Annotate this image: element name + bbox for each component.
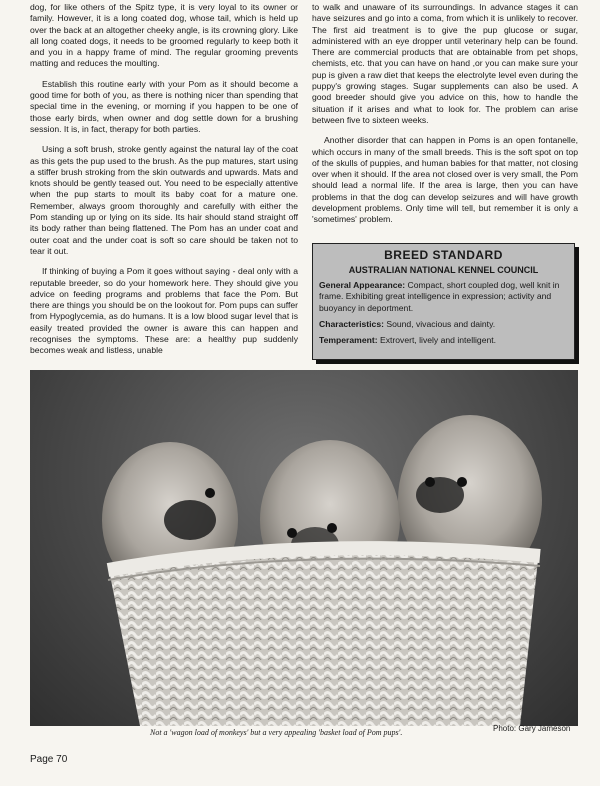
general-appearance	[319, 280, 568, 314]
breed-standard-subtitle: AUSTRALIAN NATIONAL KENNEL COUNCIL	[348, 265, 539, 275]
temperament	[319, 335, 568, 346]
general-appearance-label: General Appearance:	[319, 280, 406, 291]
temperament-text: Extrovert, lively and intelligent.	[377, 335, 497, 346]
paragraph: dog, for like others of the Spitz type, it is very loyal to its owner or family. However, it is a long coated dog, whose tail, which is held up over the back at an altogether cheeky angle, is its crowning glory. Like all long coated dogs, it needs to be groomed regularly to keep both it and you in a happy frame of mind. The regular grooming prevents matting and reduces the moulting.	[30, 2, 298, 69]
characteristics-label: Characteristics:	[319, 318, 384, 329]
characteristics-text: Sound, vivacious and dainty.	[383, 318, 496, 329]
paragraph: Establish this routine early with your Pom as it should become a good time for both of you, as there is nothing nicer than spending that special time in the evening, or morning if you happen to be one of those early birds, when owner and dog settle down for a brushing session. It is, in fact, therapy for both parties.	[30, 78, 298, 134]
paragraph: Using a soft brush, stroke gently against the natural lay of the coat as this gets the pup used to the brush. As the pup matures, start using a stiffer brush stroking from the skin outwards and upwards. Mats and knots should be gently teased out. You need to be especially attentive when the pup starts to moult its baby coat for a mature one. Remember, always groom thoroughly and carefully with either the Pom standing up or lying on its side. Its hair should stand straight off its body rather than being flattened. The Pom has an under coat and outer coat and the under coat is soft so care should be taken not to tear it out.	[30, 144, 298, 256]
pom-puppies-photo	[30, 370, 578, 726]
puppies-in-basket-illustration	[30, 370, 578, 726]
paragraph: Another disorder that can happen in Poms is an open fontanelle, which occurs in many of the small breeds. This is the soft spot on top of the skulls of puppies, and human babies for that matter, not closing over when it should. If the area not closed over is very small, the Pom should lead a normal life. If the area is large, then you can have problems in that the dog can develop seizures and will have growth development problems. Only time will tell, but remember it is only a 'sometimes' problem.	[312, 135, 578, 225]
page-number: Page 70	[30, 754, 68, 765]
photo-caption: Not a 'wagon load of monkeys' but a very appealing 'basket load of Pom pups'.	[150, 728, 403, 737]
breed-standard-title: BREED STANDARD	[384, 248, 503, 262]
right-column	[312, 2, 578, 235]
temperament-label: Temperament:	[319, 335, 378, 346]
paragraph: If thinking of buying a Pom it goes without saying - deal only with a reputable breeder, so do your homework here. They should give you advice on feeding programs and problems that face the Pom. But there are things you should be on the lookout for. Pom pups can suffer from Hypoglycemia, as do humans. It is a low blood sugar level that is easily treated provided the owner is aware this can happen and recognises the symptoms. These are: a healthy pup suddenly becomes weak and listless, unable	[30, 266, 298, 356]
left-column	[30, 2, 298, 366]
characteristics	[319, 319, 568, 330]
paragraph: to walk and unaware of its surroundings. In advance stages it can have seizures and go into a coma, from which it is unlikely to recover. The first aid treatment is to give the pup glucose or sugar, administered with an eye dropper until veterinary help can be found. There are commercial products that are obtainable from pet shops, chemists, etc. that you can have on hand ,or you can make sure your pup is given a raw diet that keeps the electrolyte level even during the puppy's growing stages. Sugar supplements can also be used. A good breeder should give you advice on this, how to handle the situation if it arises and what to look for. The problem can arise between five to sixteen weeks.	[312, 2, 578, 125]
photo-credit: Photo: Gary Jameson	[493, 724, 571, 733]
general-appearance-text: Compact, short coupled dog, well knit in frame. Exhibiting great intelligence in expression; activity and buoyancy in deportment.	[319, 280, 560, 313]
breed-standard-box	[312, 243, 575, 360]
